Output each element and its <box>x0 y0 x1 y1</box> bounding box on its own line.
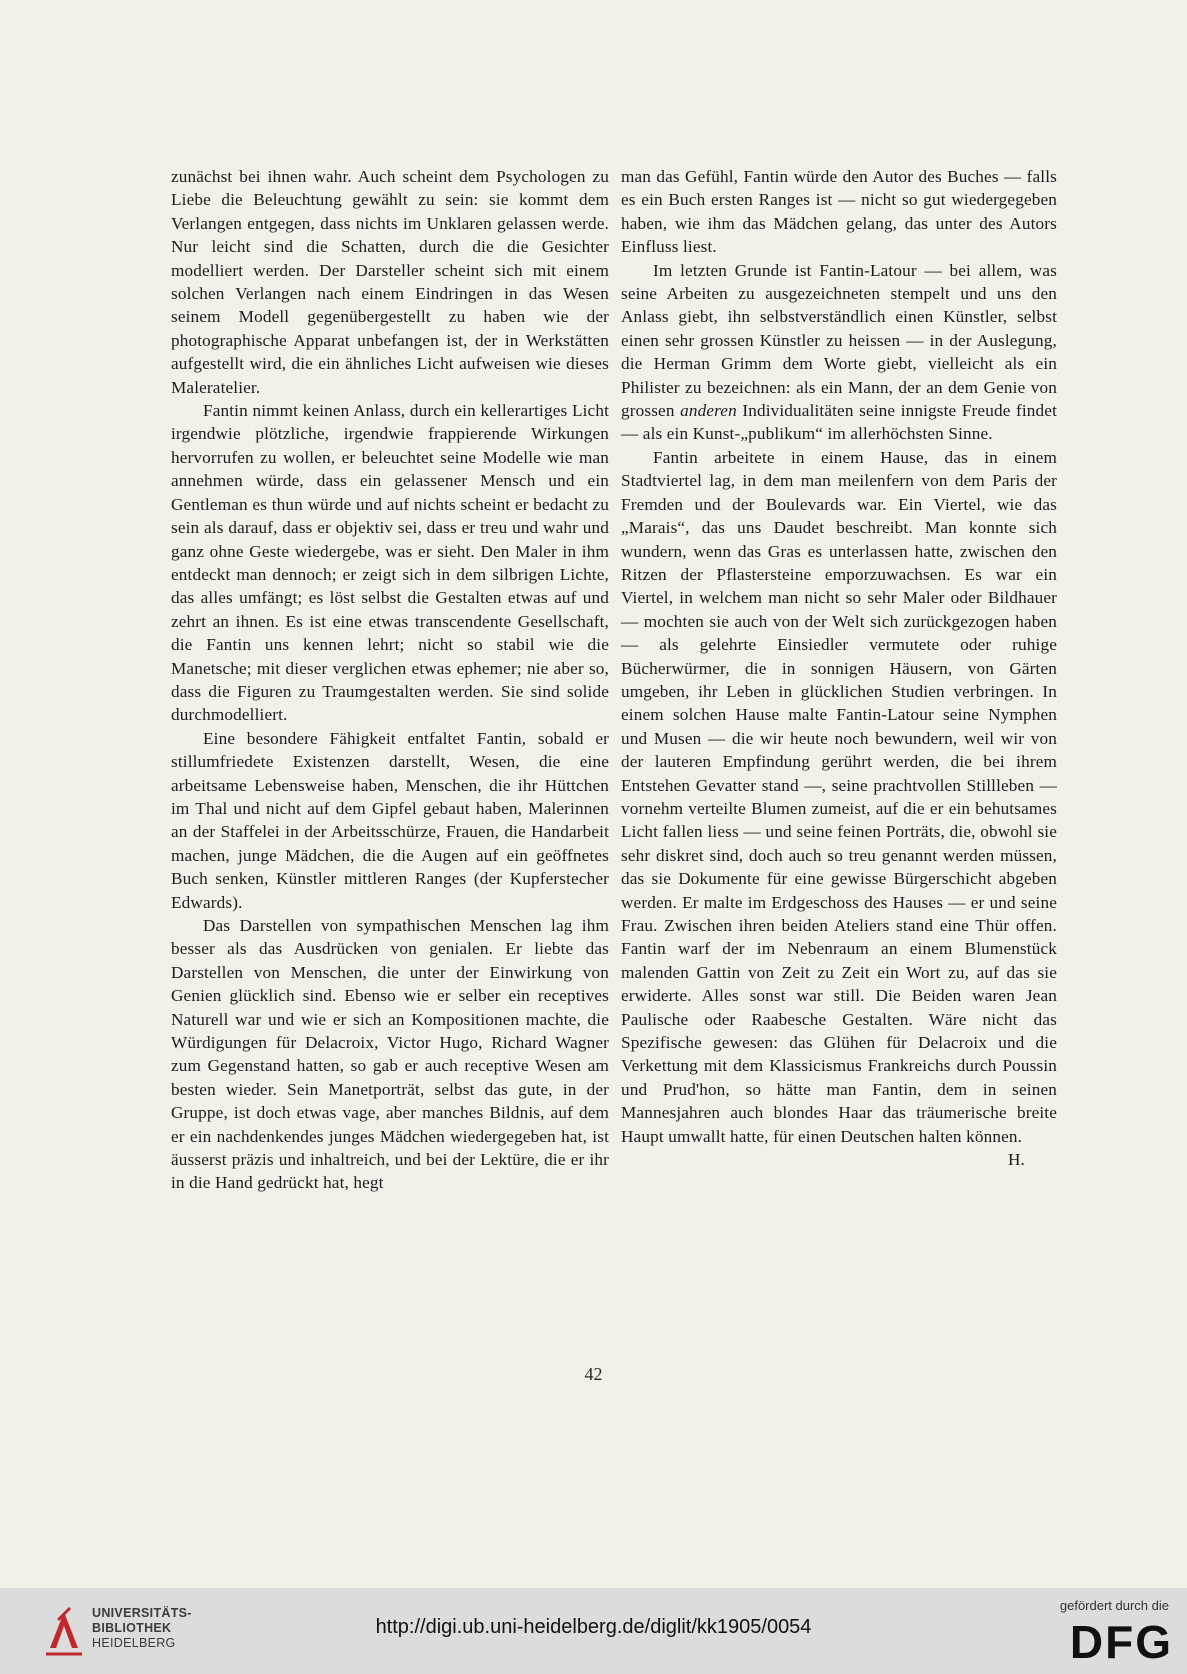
funded-by-label: gefördert durch die <box>1059 1598 1169 1613</box>
library-name: UNIVERSITÄTS- BIBLIOTHEK HEIDELBERG <box>92 1606 192 1650</box>
paragraph: man das Gefühl, Fantin würde den Autor des Buches — falls es ein Buch ersten Ranges ist — nicht so gut wiedergegeben haben, wie ihm das Mädchen gelang, das unter des Autors Einfluss liest. <box>621 167 1057 257</box>
footer-bar <box>0 1588 1187 1674</box>
dfg-logo: DFG <box>1069 1616 1173 1668</box>
paragraph-text: Individualitäten seine innigste Freude findet — als ein Kunst-„publikum“ im allerhöchsten Sinne. <box>621 401 1057 444</box>
paragraph: zunächst bei ihnen wahr. Auch scheint dem Psychologen zu Liebe die Beleuchtung gewählt zu sein: sie kommt dem Verlangen entgegen, dass nichts im Unklaren gelassen werde. Nur leicht sind die Schatten, durch die die Gesichter modelliert werden. Der Darsteller scheint sich mit einem solchen Verlangen nach einem Eindringen in das Wesen seinem Modell gegenübergestellt zu haben wie der photographische Apparat unbefangen ist, der in Werkstätten aufgestellt wird, die ein ähnliches Licht aufweisen wie dieses Maleratelier. <box>171 167 609 397</box>
paragraph: Eine besondere Fähigkeit entfaltet Fantin, sobald er stillumfriedete Existenzen darstellt, Wesen, die eine arbeitsame Lebensweise haben, Menschen, die ihr Hüttchen im Thal und nicht auf dem Gipfel gebaut haben, Malerinnen an der Staffelei in der Arbeitsschürze, Frauen, die Handarbeit machen, junge Mädchen, die die Augen auf ein geöffnetes Buch senken, Künstler mittleren Ranges (der Kupferstecher Edwards). <box>171 728 609 912</box>
emphasized-word: anderen <box>680 401 737 421</box>
paragraph <box>621 259 1057 446</box>
paragraph-text: Im letzten Grunde ist Fantin-Latour — bei allem, was seine Arbeiten zu ausgezeichneten stempelt und uns den Anlass giebt, ihn selbstverständlich einen Künstler, selbst einen sehr grossen Künstler zu heissen — in der Auslegung, die Herman Grimm dem Worte giebt, vielleicht als ein Philister zu bezeichnen: als ein Mann, der an dem Genie von grossen <box>621 260 1057 421</box>
page-number: 42 <box>584 1364 603 1384</box>
left-column <box>171 165 609 1195</box>
source-url-link[interactable]: http://digi.ub.uni-heidelberg.de/diglit/kk1905/0054 <box>375 1616 812 1638</box>
author-signature: H. <box>1007 1150 1025 1170</box>
paragraph: Fantin nimmt keinen Anlass, durch ein kellerartiges Licht irgendwie plötzliche, irgendwie frappierende Wirkungen hervorrufen zu wollen, er beleuchtet seine Modelle wie man annehmen würde, dass ein gelassener Mensch und ein Gentleman es thun würde und auf nichts scheint er bedacht zu sein als darauf, dass er objektiv sei, dass er treu und wahr und ganz ohne Geste wiedergebe, was er sieht. Den Maler in ihm entdeckt man dennoch; er zeigt sich in dem silbrigen Lichte, das alles umfängt; es löst selbst die Gestalten etwas auf und zehrt an ihnen. Es ist eine etwas transcendente Gesellschaft, die Fantin uns kennen lehrt; nicht so stabil wie die Manetsche; mit dieser verglichen etwas ephemer; nie aber so, dass die Figuren zu Traumgestalten werden. Sie sind solide durchmodelliert. <box>171 401 609 725</box>
paragraph: Das Darstellen von sympathischen Menschen lag ihm besser als das Ausdrücken von genialen. Er liebte das Darstellen von Menschen, die unter der Einwirkung von Genien glücklich sind. Ebenso wie er selber ein receptives Naturell war und wie er sich an Kompositionen machte, die Würdigungen für Delacroix, Victor Hugo, Richard Wagner zum Gegenstand hatten, so gab er auch receptive Wesen am besten wieder. Sein Manetporträt, selbst das gute, in der Gruppe, ist doch etwas vage, aber manches Bildnis, auf dem er ein nachdenkendes junges Mädchen wiedergegeben hat, ist äusserst präzis und inhaltreich, und bei der Lektüre, die er ihr in die Hand gedrückt hat, hegt <box>171 916 609 1193</box>
paragraph: Fantin arbeitete in einem Hause, das in einem Stadtviertel lag, in dem man meilenfern von dem Paris der Fremden und der Boulevards war. Ein Viertel, wie das „Marais“, das uns Daudet beschreibt. Man konnte sich wundern, wenn das Gras es unterlassen hatte, zwischen den Ritzen der Pflastersteine emporzuwachsen. Es war ein Viertel, in welchem man nicht so sehr Maler oder Bildhauer — mochten sie auch von der Welt sich zurückgezogen haben — als gelehrte Einsiedler vermutete oder ruhige Bücherwürmer, die in sonnigen Häusern, von Gärten umgeben, ihr Leben in glücklichen Studien verbringen. In einem solchen Hause malte Fantin-Latour seine Nymphen und Musen — die wir heute noch bewundern, weil wir von der lauteren Empfindung gerührt werden, die bei ihrem Entstehen Gevatter stand —, seine prachtvollen Stillleben — vornehm verteilte Blumen zumeist, auf die er ein behutsames Licht fallen liess — und seine feinen Porträts, die, obwohl sie sehr diskret sind, doch auch so treu genannt werden müssen, das sie Dokumente für eine gewisse Bürgerschicht abgeben werden. Er malte im Erdgeschoss des Hauses — er und seine Frau. Zwischen ihren beiden Ateliers stand eine Thür offen. Fantin warf der im Nebenraum an einem Blumenstück malenden Gattin von Zeit zu Zeit ein Wort zu, auf das sie erwiderte. Alles sonst war still. Die Beiden waren Jean Paulische oder Raabesche Gestalten. Wäre nicht das Spezifische gewesen: das Glühen für Delacroix und die Verkettung mit dem Klassicismus Frankreichs durch Poussin und Prud'hon, so hätte man Fantin, dem in seinen Mannesjahren auch blondes Haar das träumerische breite Haupt umwallt hatte, für einen Deutschen halten können. <box>621 447 1057 1146</box>
right-column <box>621 165 1057 1171</box>
